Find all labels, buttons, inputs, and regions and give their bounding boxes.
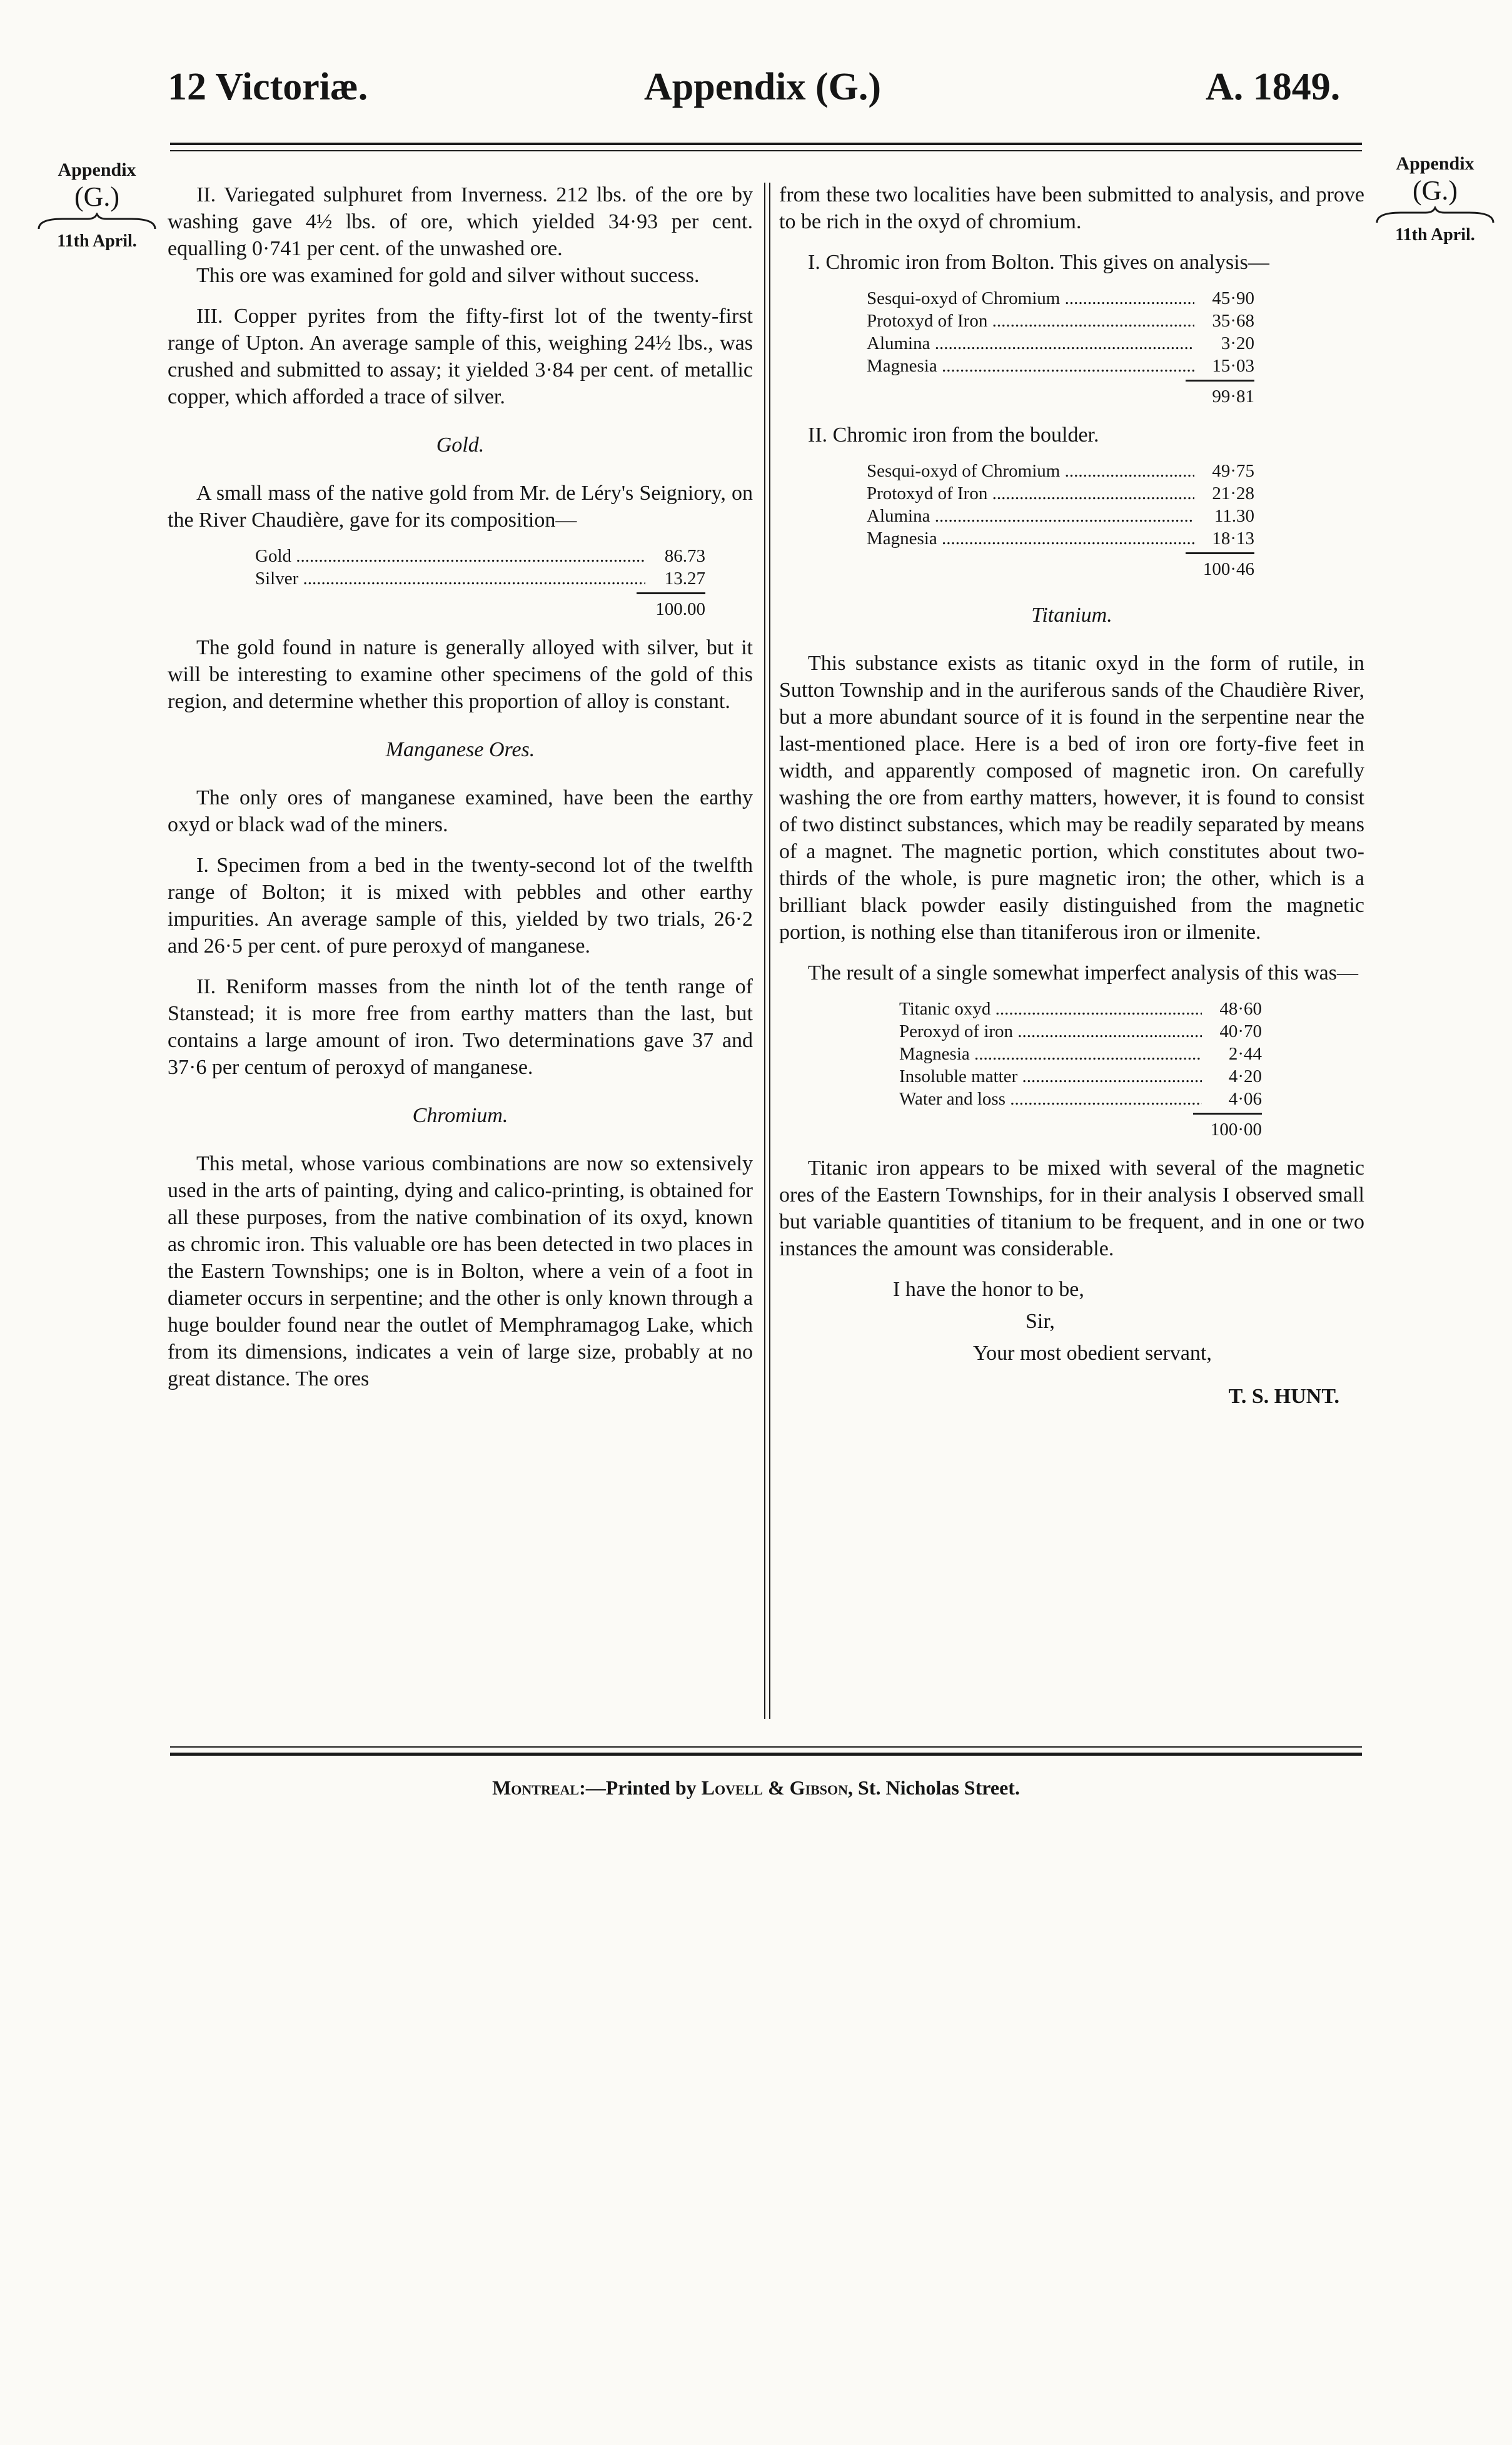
header-rule-thick bbox=[170, 143, 1362, 145]
closing-honor: I have the honor to be, bbox=[893, 1278, 1084, 1301]
section-heading-gold: Gold. bbox=[436, 433, 485, 457]
running-head-left: 12 Victoriæ. bbox=[168, 66, 368, 108]
paragraph-titanium: This substance exists as titanic oxyd in the form of rutile, in Sutton Township and in the auriferous sands of the Chaudière River, but a more abundant source of it is found in the serpentine near the last-mentioned place. Here is a bed of iron ore forty-five feet in width, and apparently composed of magnetic iron. On carefully washing the ore from earthy matters, however, it is found to consist of two distinct substances, which may be readily separated by means of a magnet. The magnetic portion, which constitutes about two-thirds of the whole, is pure magnetic iron; the other, which is a brilliant black powder easily distinguished from the magnetic portion, is nothing else than titaniferous iron or ilmenite. bbox=[779, 652, 1364, 944]
table-row-value: 40·70 bbox=[1219, 1021, 1262, 1041]
table-row-value: 49·75 bbox=[1212, 461, 1254, 481]
table-row-value: 21·28 bbox=[1212, 483, 1254, 504]
column-divider-2 bbox=[769, 183, 770, 1719]
table-row-label: Protoxyd of Iron ..... bbox=[867, 310, 1194, 332]
margin-date: 11th April. bbox=[1395, 225, 1475, 245]
table-row-label: Magnesia ..... bbox=[867, 527, 1194, 550]
titanium-analysis-table bbox=[899, 998, 1262, 1141]
table-row-value: 4·06 bbox=[1228, 1089, 1262, 1109]
table-row-label: Magnesia ..... bbox=[899, 1043, 1202, 1065]
margin-date: 11th April. bbox=[57, 231, 137, 251]
table-row-label: Sesqui-oxyd of Chromium ..... bbox=[867, 287, 1194, 310]
closing-servant: Your most obedient servant, bbox=[973, 1342, 1212, 1365]
paragraph-manganese-stanstead: II. Reniform masses from the ninth lot of the tenth range of Stanstead; it is more free from earthy matters than the last, but contains a large amount of iron. Two determinations gave 37 and 37·6 per centum of peroxyd of manganese. bbox=[168, 975, 753, 1079]
table-row-label: Alumina ..... bbox=[867, 505, 1194, 527]
boulder-analysis-table bbox=[867, 460, 1254, 580]
table-row-value: 4·20 bbox=[1228, 1066, 1262, 1086]
header-rule-thin bbox=[170, 150, 1362, 151]
printer-imprint bbox=[0, 1776, 1512, 1800]
margin-appendix-letter: (G.) bbox=[74, 181, 120, 212]
table-row bbox=[899, 1043, 1262, 1065]
table-total: 100.00 bbox=[655, 599, 705, 619]
table-row-value: 11.30 bbox=[1214, 506, 1254, 526]
paragraph-chromic-iron-boulder: II. Chromic iron from the boulder. bbox=[808, 423, 1099, 447]
table-row-label: Protoxyd of Iron ..... bbox=[867, 482, 1194, 505]
brace-icon bbox=[38, 213, 156, 231]
paragraph-titanic-iron: Titanic iron appears to be mixed with several of the magnetic ores of the Eastern Townships, for in their analysis I observed small but variable quantities of titanium to be frequent, and in one or two instances the amount was considerable. bbox=[779, 1157, 1364, 1260]
paragraph-gold-alloy: The gold found in nature is generally alloyed with silver, but it will be interesting to examine other specimens of the gold of this region, and determine whether this proportion of alloy is constant. bbox=[168, 636, 753, 713]
table-row bbox=[867, 482, 1254, 505]
section-heading-titanium: Titanium. bbox=[1031, 604, 1112, 627]
imprint-printer: Lovell & Gibson bbox=[701, 1776, 848, 1799]
running-head-center: Appendix (G.) bbox=[644, 66, 881, 108]
table-total: 100·46 bbox=[1202, 559, 1254, 579]
margin-appendix-label: Appendix bbox=[58, 159, 136, 180]
table-row-value: 18·13 bbox=[1212, 529, 1254, 549]
bolton-analysis-table bbox=[867, 287, 1254, 408]
table-row bbox=[867, 505, 1254, 527]
table-row bbox=[899, 1065, 1262, 1088]
section-heading-manganese: Manganese Ores. bbox=[385, 738, 535, 761]
table-row-label: Alumina ..... bbox=[867, 332, 1194, 355]
sum-rule bbox=[1186, 552, 1254, 554]
table-row-value: 15·03 bbox=[1212, 356, 1254, 376]
left-column bbox=[168, 181, 753, 1392]
paragraph-chromium: This metal, whose various combinations are now so extensively used in the arts of painting, dying and calico-printing, is obtained for all these purposes, from the native combination of its oxyd, known as chromic iron. This valuable ore has been detected in two places in the Eastern Townships; one is in Bolton, where a vein of a foot in diameter occurs in serpentine; and the other is only known through a huge boulder found near the outlet of Memphramagog Lake, which from its dimensions, indicates a vein of large size, probably at no great distance. The ores bbox=[168, 1152, 753, 1390]
table-row-label: Gold ..... bbox=[255, 545, 645, 567]
right-column bbox=[779, 181, 1364, 1410]
table-row bbox=[867, 287, 1254, 310]
footer-rule-thin bbox=[170, 1746, 1362, 1748]
imprint-street: , St. Nicholas Street. bbox=[848, 1776, 1020, 1799]
table-row-value: 2·44 bbox=[1228, 1044, 1262, 1064]
paragraph-variegated-sulphuret: II. Variegated sulphuret from Inverness. 212 lbs. of the ore by washing gave 4½ lbs. of ore, which yielded 34·93 per cent. equalling 0·741 per cent. of the unwashed ore. bbox=[168, 183, 753, 260]
section-heading-chromium: Chromium. bbox=[412, 1104, 508, 1127]
table-row-value: 13.27 bbox=[664, 569, 705, 589]
table-row-label: Titanic oxyd ..... bbox=[899, 998, 1202, 1020]
table-row bbox=[867, 460, 1254, 482]
paragraph-titanium-result: The result of a single somewhat imperfect analysis of this was— bbox=[808, 961, 1358, 985]
paragraph-gold-silver-test: This ore was examined for gold and silver without success. bbox=[196, 264, 700, 287]
paragraph-manganese-intro: The only ores of manganese examined, have been the earthy oxyd or black wad of the miners. bbox=[168, 786, 753, 836]
table-row-label: Water and loss ..... bbox=[899, 1088, 1202, 1110]
imprint-place: Montreal bbox=[492, 1776, 580, 1799]
signature: T. S. HUNT. bbox=[1228, 1385, 1339, 1408]
paragraph-chromium-continued: from these two localities have been submitted to analysis, and prove to be rich in the oxyd of chromium. bbox=[779, 183, 1364, 233]
table-row bbox=[255, 545, 705, 567]
footer-rule-thick bbox=[170, 1753, 1362, 1756]
table-total: 100·00 bbox=[1210, 1120, 1262, 1140]
table-row bbox=[255, 567, 705, 590]
sum-rule bbox=[1193, 1113, 1262, 1115]
running-head-right: A. 1849. bbox=[1206, 66, 1341, 108]
table-row-value: 48·60 bbox=[1219, 999, 1262, 1019]
margin-appendix-letter: (G.) bbox=[1412, 175, 1458, 206]
table-row bbox=[867, 527, 1254, 550]
gold-composition-table bbox=[255, 545, 705, 620]
table-row bbox=[899, 1088, 1262, 1110]
table-row-label: Silver ..... bbox=[255, 567, 645, 590]
column-divider-1 bbox=[764, 183, 765, 1719]
table-row bbox=[867, 332, 1254, 355]
sum-rule bbox=[1186, 380, 1254, 382]
brace-icon bbox=[1376, 206, 1494, 225]
margin-appendix-label: Appendix bbox=[1396, 153, 1474, 174]
table-row-value: 45·90 bbox=[1212, 288, 1254, 308]
table-row bbox=[867, 310, 1254, 332]
table-total: 99·81 bbox=[1212, 387, 1254, 407]
table-row-value: 86.73 bbox=[664, 546, 705, 566]
left-margin-note bbox=[31, 159, 163, 251]
imprint-text: :—Printed by bbox=[579, 1776, 697, 1799]
closing-sir: Sir, bbox=[1026, 1310, 1055, 1333]
table-row-value: 35·68 bbox=[1212, 311, 1254, 331]
table-row-label: Sesqui-oxyd of Chromium ..... bbox=[867, 460, 1194, 482]
table-row bbox=[899, 998, 1262, 1020]
paragraph-chromic-iron-bolton: I. Chromic iron from Bolton. This gives on analysis— bbox=[808, 251, 1269, 274]
right-margin-note bbox=[1369, 153, 1501, 245]
table-row-label: Peroxyd of iron ..... bbox=[899, 1020, 1202, 1043]
table-row bbox=[899, 1020, 1262, 1043]
table-row-value: 3·20 bbox=[1221, 333, 1254, 353]
paragraph-native-gold: A small mass of the native gold from Mr. de Léry's Seigniory, on the River Chaudière, gave for its composition— bbox=[168, 482, 753, 532]
paragraph-manganese-bolton: I. Specimen from a bed in the twenty-second lot of the twelfth range of Bolton; it is mixed with pebbles and other earthy impurities. An average sample of this, yielded by two trials, 26·2 and 26·5 per cent. of pure peroxyd of manganese. bbox=[168, 854, 753, 958]
paragraph-copper-pyrites: III. Copper pyrites from the fifty-first lot of the twenty-first range of Upton. An average sample of this, weighing 24½ lbs., was crushed and submitted to assay; it yielded 3·84 per cent. of metallic copper, which afforded a trace of silver. bbox=[168, 305, 753, 408]
table-row-label: Insoluble matter ..... bbox=[899, 1065, 1202, 1088]
table-row bbox=[867, 355, 1254, 377]
table-row-label: Magnesia ..... bbox=[867, 355, 1194, 377]
sum-rule bbox=[637, 592, 705, 594]
